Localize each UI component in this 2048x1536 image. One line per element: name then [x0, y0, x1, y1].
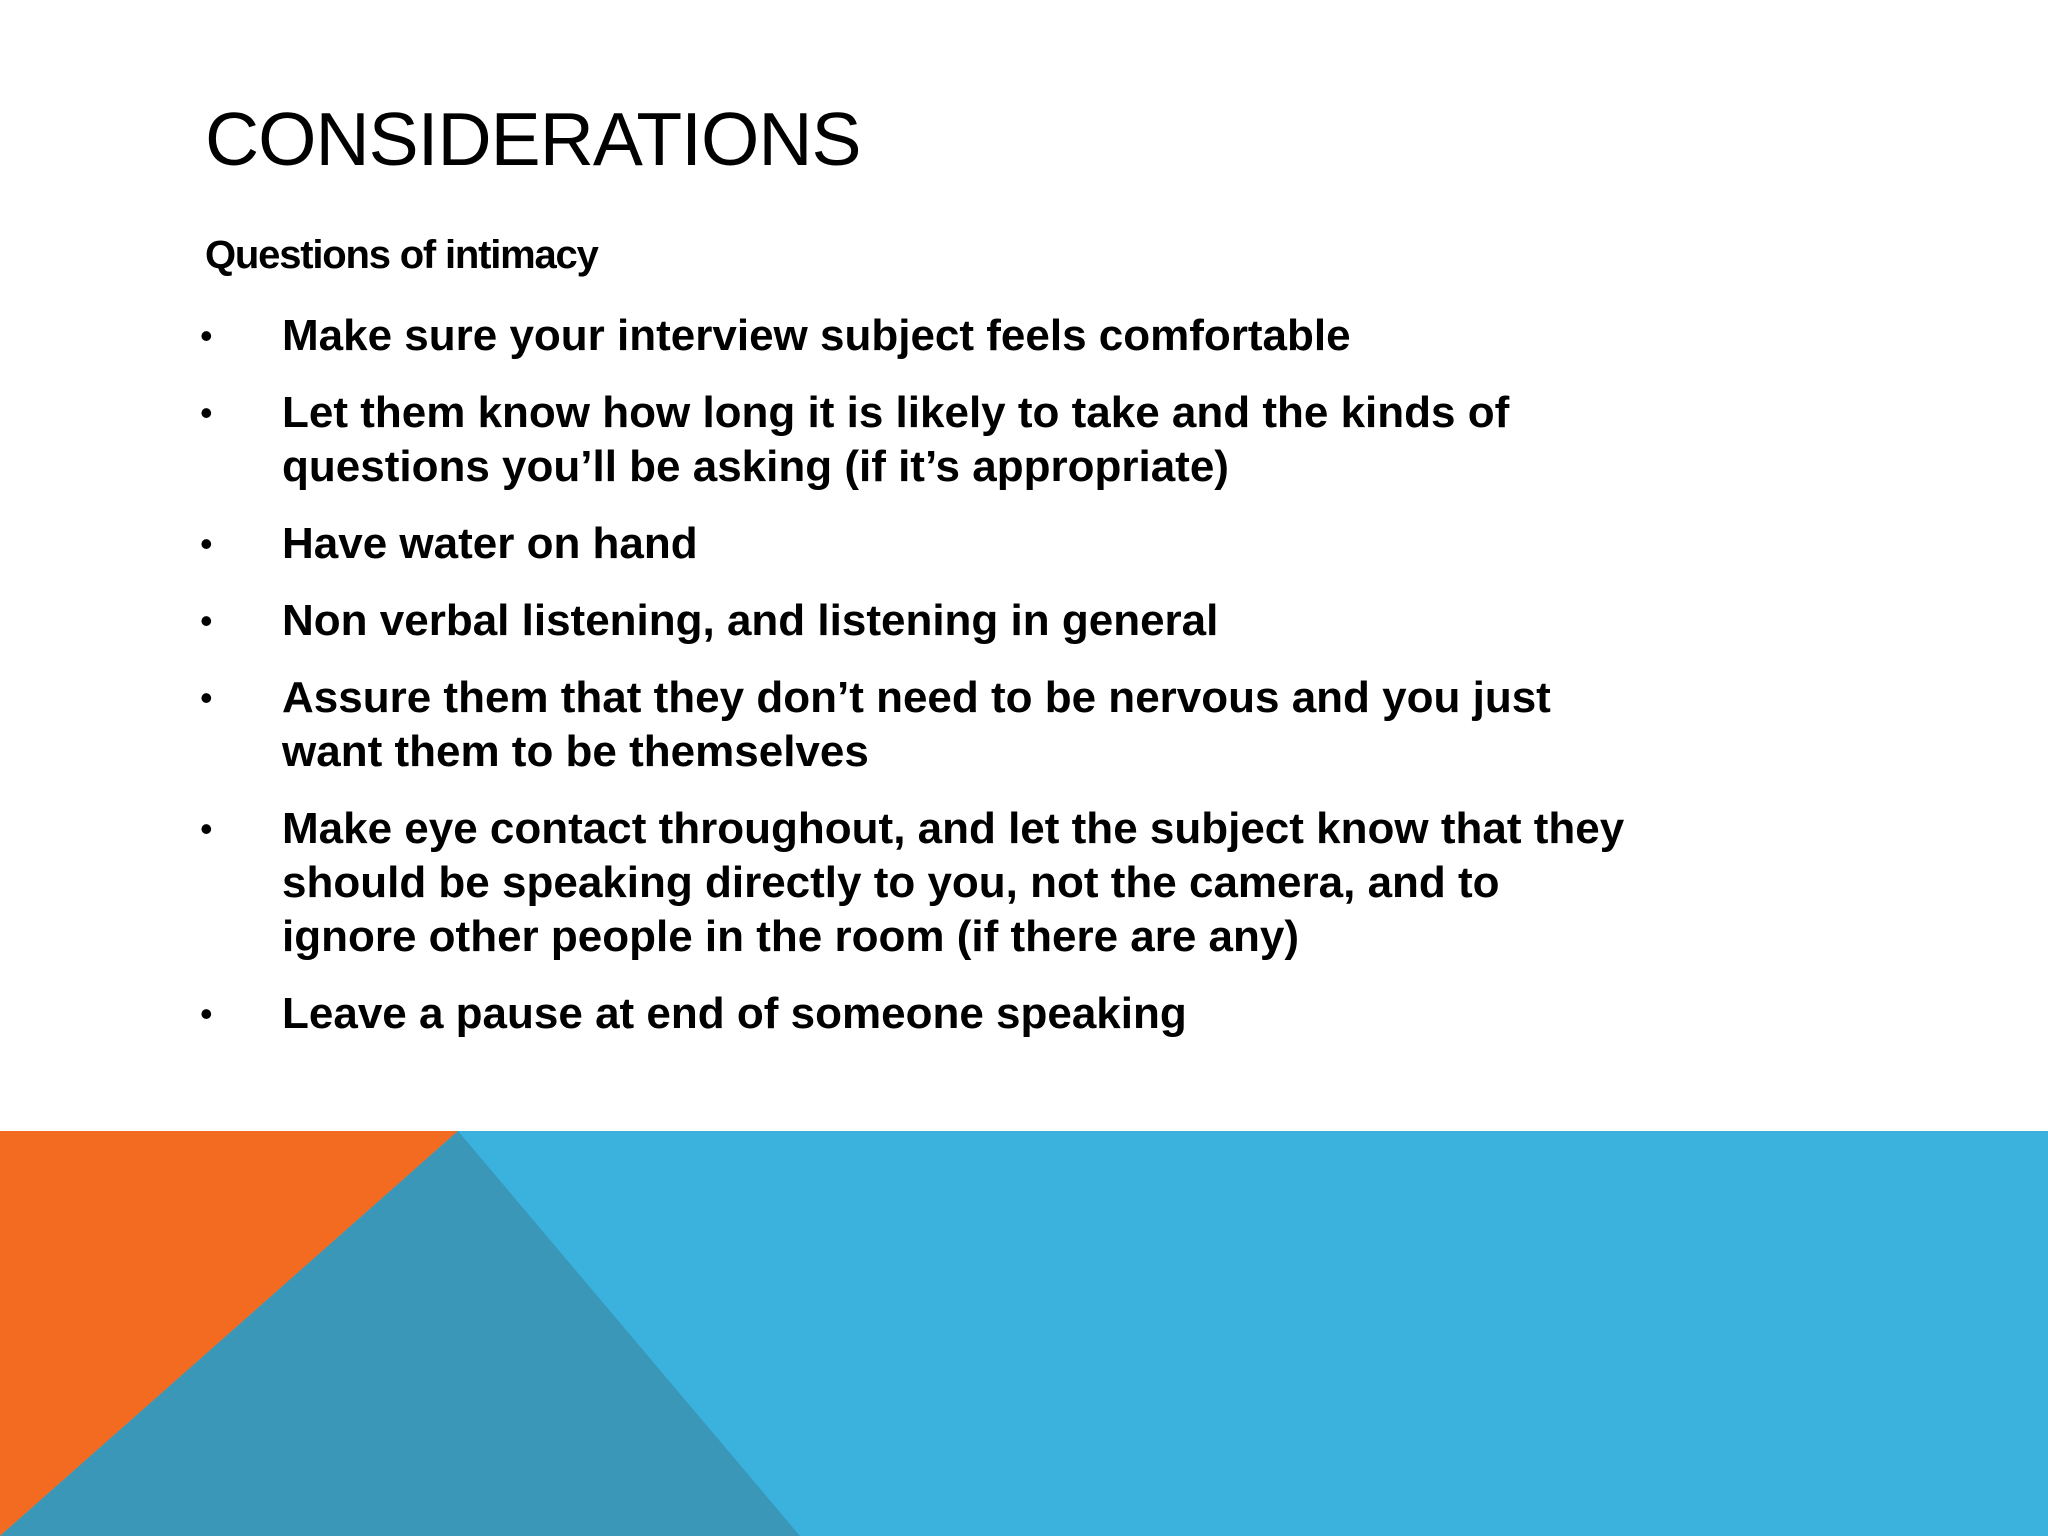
bullet-item	[200, 309, 1640, 363]
slide-subtitle: Questions of intimacy	[205, 233, 598, 277]
bullet-text: Assure them that they don’t need to be nervous and you just want them to be themselves	[282, 673, 1551, 776]
bullet-item	[200, 386, 1640, 494]
bullet-list	[200, 309, 1640, 1064]
bullet-text: Have water on hand	[282, 519, 698, 568]
bullet-marker: •	[200, 677, 213, 718]
bullet-item	[200, 517, 1640, 571]
bullet-marker: •	[200, 392, 213, 433]
bullet-marker: •	[200, 600, 213, 641]
bullet-item	[200, 987, 1640, 1041]
bullet-text: Make eye contact throughout, and let the subject know that they should be speaking directly to you, not the camera, and to ignore other people in the room (if there are any)	[282, 804, 1625, 961]
bullet-marker: •	[200, 315, 213, 356]
bullet-item	[200, 671, 1640, 779]
bullet-item	[200, 594, 1640, 648]
bullet-text: Non verbal listening, and listening in general	[282, 596, 1219, 645]
bullet-marker: •	[200, 808, 213, 849]
bullet-item	[200, 802, 1640, 964]
bullet-text: Make sure your interview subject feels comfortable	[282, 311, 1351, 360]
bullet-marker: •	[200, 523, 213, 564]
bullet-text: Let them know how long it is likely to take and the kinds of questions you’ll be asking (if it’s appropriate)	[282, 388, 1510, 491]
bullet-marker: •	[200, 993, 213, 1034]
slide-title: CONSIDERATIONS	[205, 97, 861, 181]
bullet-text: Leave a pause at end of someone speaking	[282, 989, 1187, 1038]
